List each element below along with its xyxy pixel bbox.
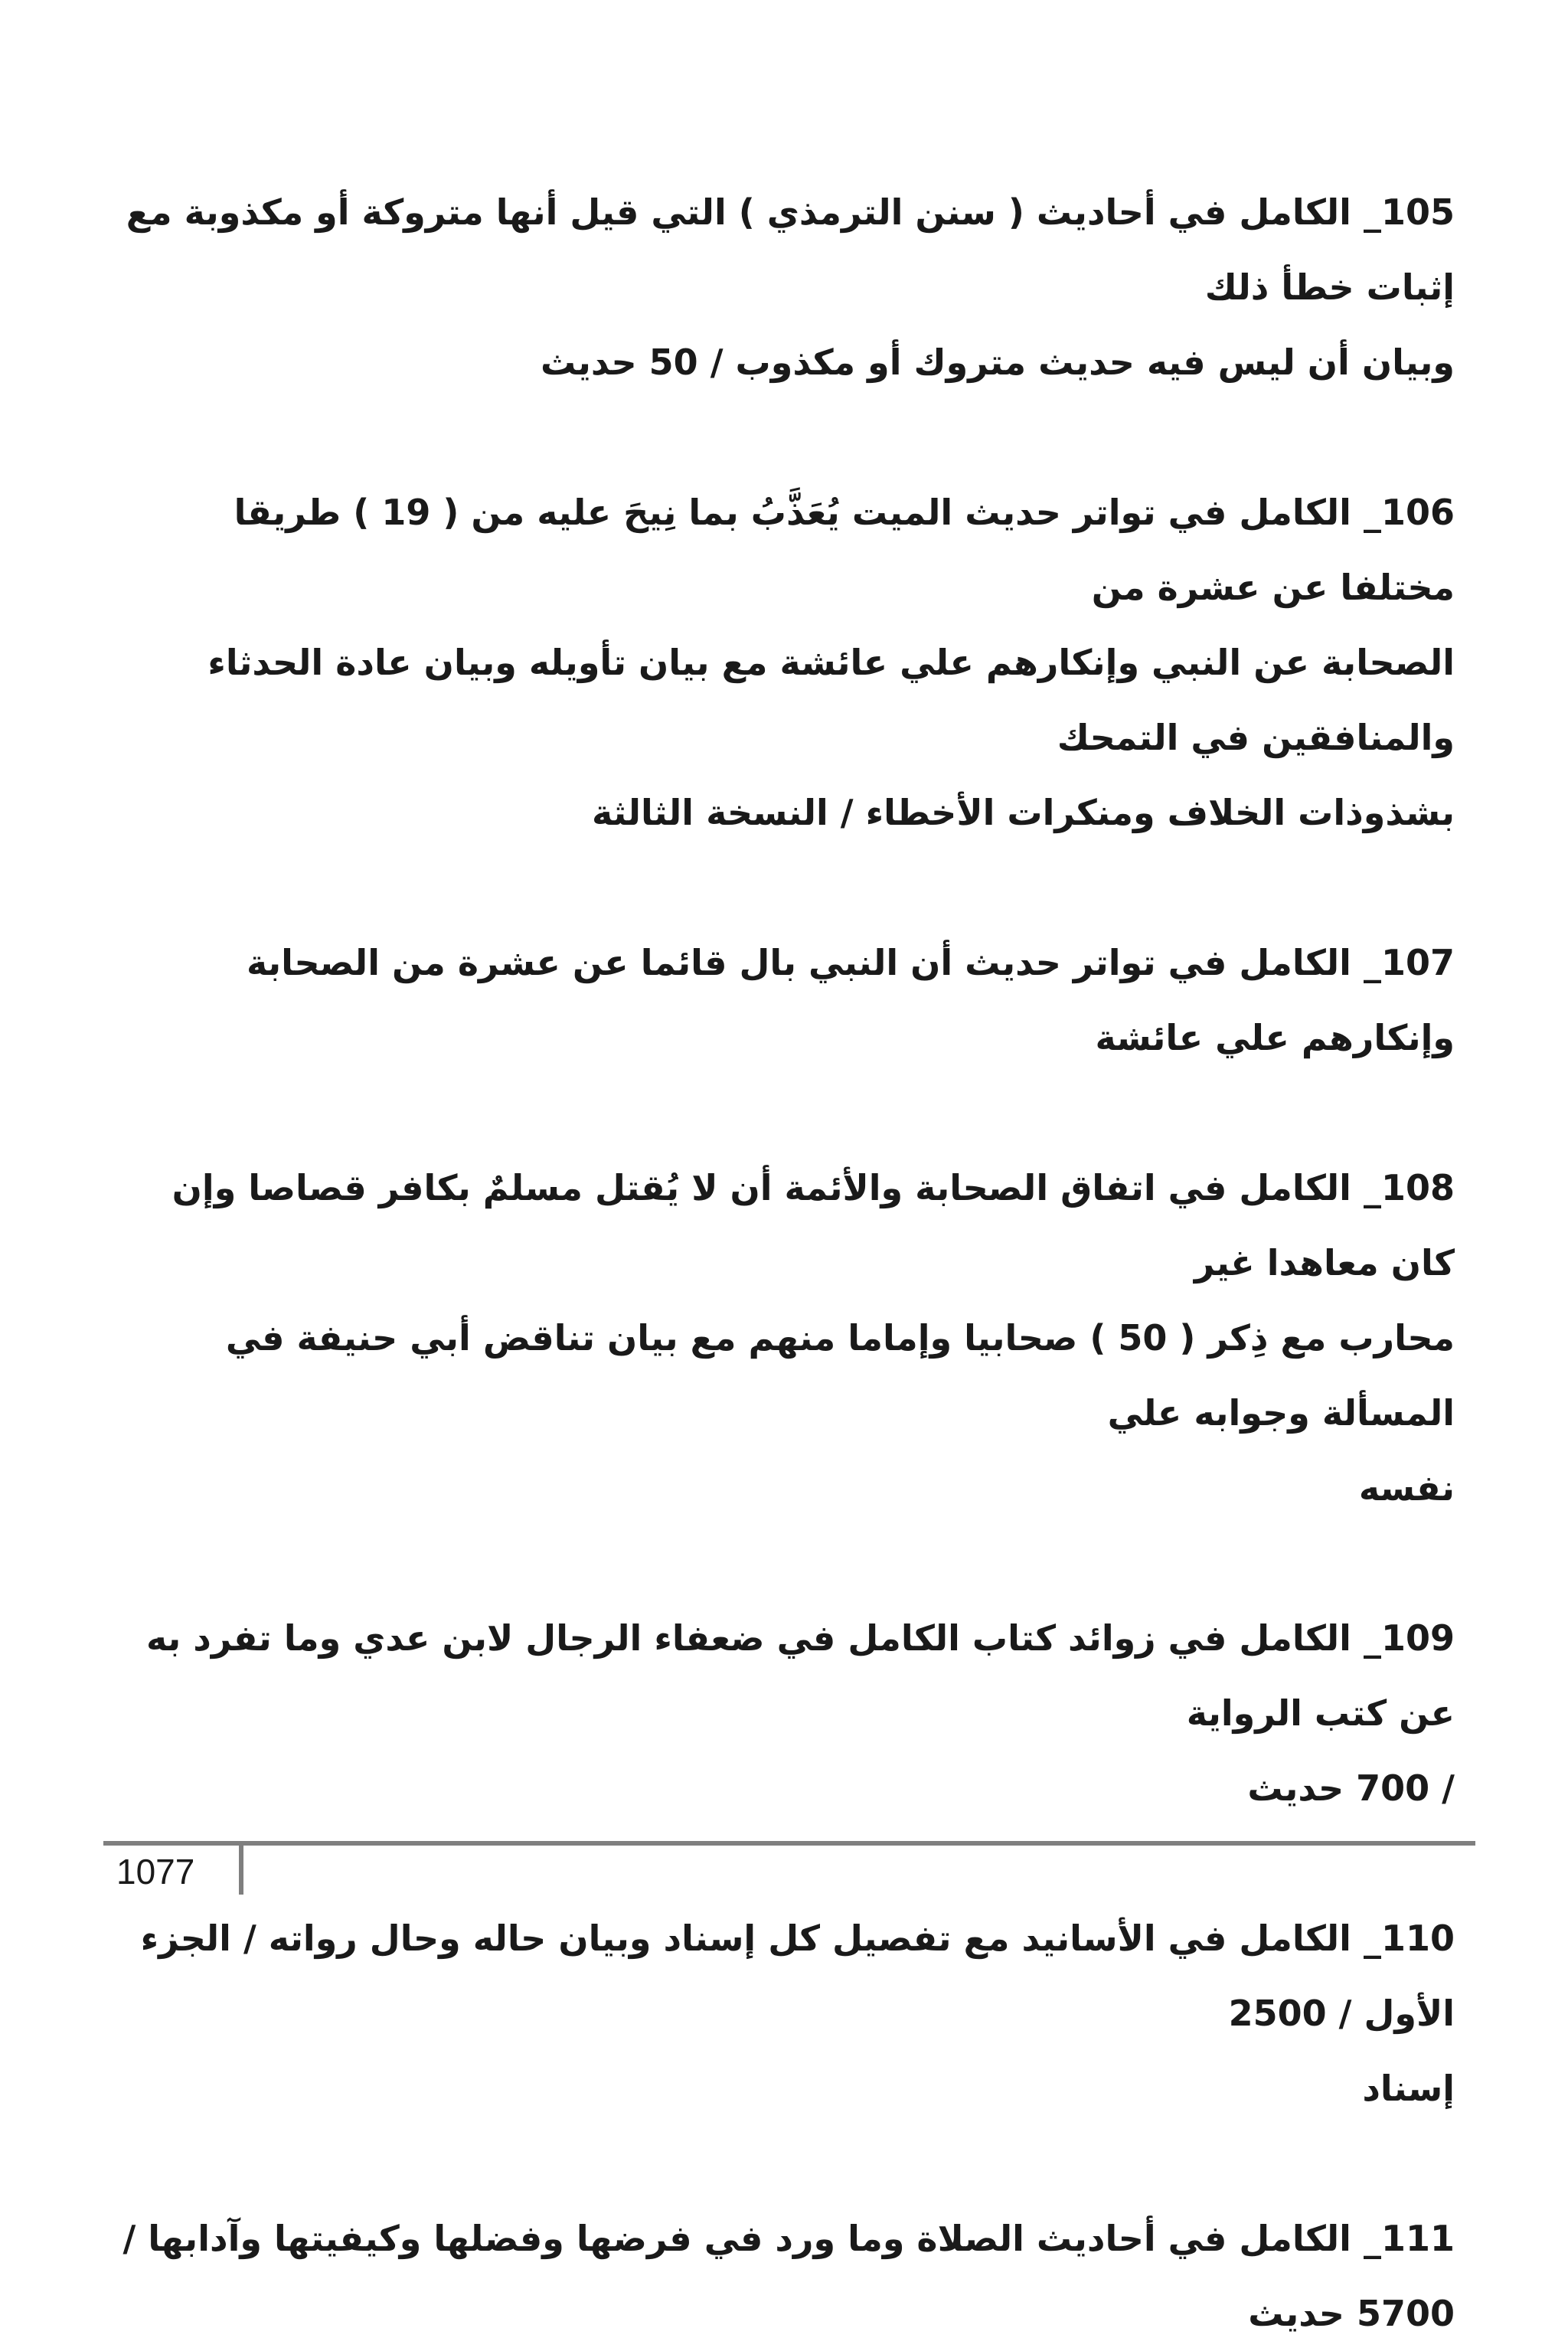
footer-separator-tick bbox=[239, 1841, 243, 1895]
list-item-107: 107_ الكامل في تواتر حديث أن النبي بال قائما عن عشرة من الصحابة وإنكارهم علي عائشة bbox=[247, 942, 1455, 1058]
list-item-111: 111_ الكامل في أحاديث الصلاة وما ورد في فرضها وفضلها وكيفيتها وآدابها / 5700 حديث bbox=[122, 2218, 1455, 2334]
list-item-110: 110_ الكامل في الأسانيد مع تفصيل كل إسناد وبيان حاله وحال رواته / الجزء الأول / 2500 إسناد bbox=[140, 1918, 1455, 2109]
list-item-108: 108_ الكامل في اتفاق الصحابة والأئمة أن لا يُقتل مسلمٌ بكافر قصاصا وإن كان معاهدا غير محارب مع ذِكر ( 50 ) صحابيا وإماما منهم مع بيان تناقض أبي حنيفة في المسألة وجوابه علي نفسه bbox=[172, 1167, 1455, 1509]
footer-divider bbox=[103, 1841, 1475, 1846]
book-list bbox=[122, 175, 1455, 2351]
list-item-106: 106_ الكامل في تواتر حديث الميت يُعَذَّبُ بما نِيحَ عليه من ( 19 ) طريقا مختلفا عن عشرة من الصحابة عن النبي وإنكارهم علي عائشة مع بيان تأويله وبيان عادة الحدثاء والمنافقين في التمحك بشذوذات الخلاف ومنكرات الأخطاء / النسخة الثالثة bbox=[207, 492, 1455, 833]
list-item-109: 109_ الكامل في زوائد كتاب الكامل في ضعفاء الرجال لابن عدي وما تفرد به عن كتب الرواية / 700 حديث bbox=[146, 1617, 1455, 1809]
list-item-105: 105_ الكامل في أحاديث ( سنن الترمذي ) التي قيل أنها متروكة أو مكذوبة مع إثبات خطأ ذلك وبيان أن ليس فيه حديث متروك أو مكذوب / 50 حديث bbox=[126, 191, 1455, 383]
page-number: 1077 bbox=[116, 1852, 195, 1892]
